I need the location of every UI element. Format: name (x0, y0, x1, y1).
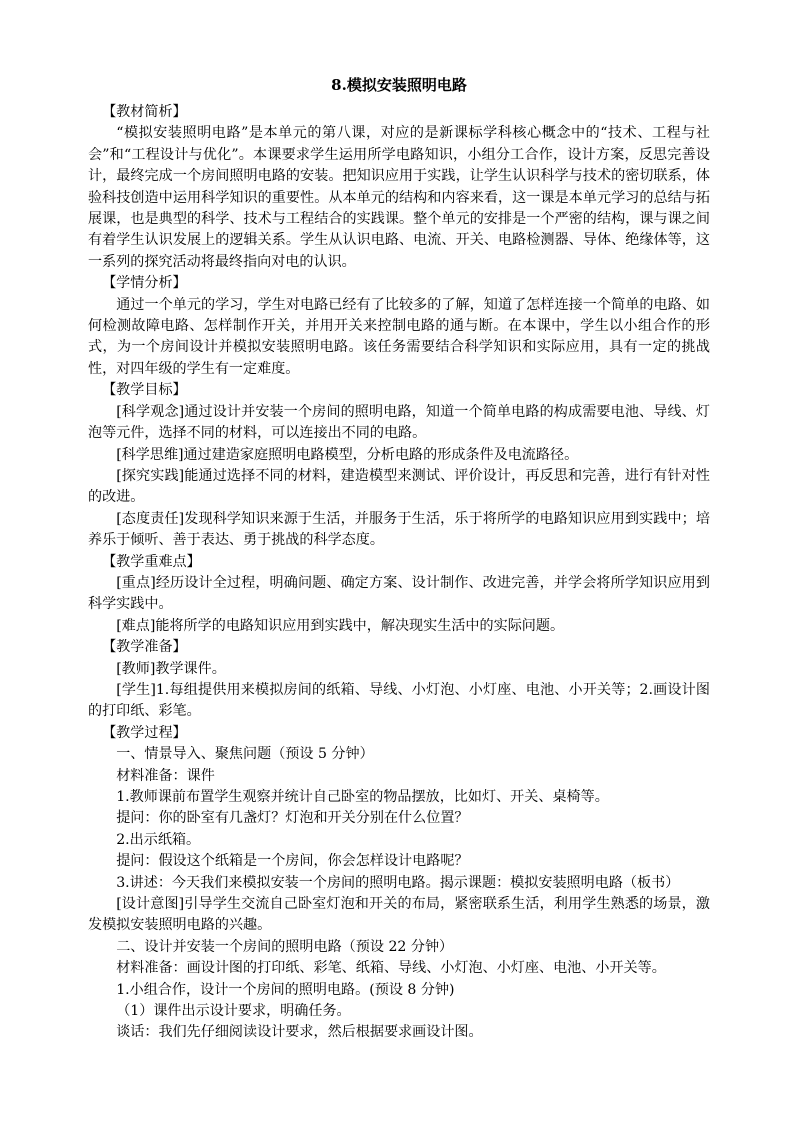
paragraph: 2.出示纸箱。 (116, 831, 201, 848)
paragraph: 通过一个单元的学习，学生对电路已经有了比较多的了解，知道了怎样连接一个简单的电路、如何检测故障电路、怎样制作开关，并用开关来控制电路的通与断。在本课中，学生以小组合作的形式，为一个房间设计并模拟安装照明电路。该任务需要结合科学知识和实际应用，具有一定的挑战性，对四年级的学生有一定难度。 (88, 296, 710, 377)
paragraph: 提问：你的卧室有几盏灯？灯泡和开关分别在什么位置？ (116, 810, 469, 827)
section-heading-teaching-goals: 【教学目标】 (102, 382, 187, 399)
paragraph: 提问：假设这个纸箱是一个房间，你会怎样设计电路呢？ (116, 853, 469, 870)
paragraph: 3.讲述：今天我们来模拟安装一个房间的照明电路。揭示课题：模拟安装照明电路（板书） (116, 874, 680, 891)
paragraph: 1.小组合作，设计一个房间的照明电路。(预设 8 分钟) (116, 981, 455, 998)
paragraph: [重点]经历设计全过程，明确问题、确定方案、设计制作、改进完善，并学会将所学知识应用到科学实践中。 (88, 574, 710, 613)
paragraph: 材料准备：课件 (116, 767, 215, 784)
paragraph: 材料准备：画设计图的打印纸、彩笔、纸箱、导线、小灯泡、小灯座、电池、小开关等。 (116, 960, 666, 977)
paragraph: 二、设计并安装一个房间的照明电路（预设 22 分钟） (116, 938, 454, 955)
paragraph: 1.教师课前布置学生观察并统计自己卧室的物品摆放，比如灯、开关、桌椅等。 (116, 789, 609, 805)
paragraph: （1）课件出示设计要求，明确任务。 (116, 1003, 351, 1020)
paragraph: 一、情景导入、聚焦问题（预设 5 分钟） (116, 746, 374, 763)
paragraph: [学生]1.每组提供用来模拟房间的纸箱、导线、小灯泡、小灯座、电池、小开关等；2.画设计图的打印纸、彩笔。 (88, 681, 710, 720)
document-page (88, 72, 710, 1044)
paragraph: [难点]能将所学的电路知识应用到实践中，解决现实生活中的实际问题。 (116, 617, 565, 634)
paragraph: [科学思维]通过建造家庭照明电路模型，分析电路的形成条件及电流路径。 (116, 446, 579, 463)
section-heading-teaching-process: 【教学过程】 (102, 724, 187, 741)
paragraph: 谈话：我们先仔细阅读设计要求，然后根据要求画设计图。 (116, 1024, 483, 1041)
section-heading-student-analysis: 【学情分析】 (102, 275, 187, 292)
paragraph: [设计意图]引导学生交流自己卧室灯泡和开关的布局，紧密联系生活，利用学生熟悉的场景，激发模拟安装照明电路的兴趣。 (88, 896, 710, 934)
section-heading-key-points: 【教学重难点】 (102, 553, 201, 570)
section-heading-textbook-analysis: 【教材简析】 (102, 104, 187, 120)
paragraph: [态度责任]发现科学知识来源于生活，并服务于生活，乐于将所学的电路知识应用到实践中；培养乐于倾听、善于表达、勇于挑战的科学态度。 (88, 510, 710, 549)
document-title: 8.模拟安装照明电路 (331, 76, 467, 94)
paragraph: [探究实践]能通过选择不同的材料，建造模型来测试、评价设计，再反思和完善，进行有针对性的改进。 (88, 467, 710, 506)
paragraph: [教师]教学课件。 (116, 660, 226, 677)
paragraph: “模拟安装照明电路”是本单元的第八课，对应的是新课标学科核心概念中的“技术、工程与社会”和“工程设计与优化”。本课要求学生运用所学电路知识，小组分工合作，设计方案，反思完善设计，最终完成一个房间照明电路的安装。把知识应用于实践，让学生认识科学与技术的密切联系，体验科技创造中运用科学知识的重要性。从本单元的结构和内容来看，这一课是本单元学习的总结与拓展课，也是典型的科学、技术与工程结合的实践课。整个单元的安排是一个严密的结构，课与课之间有着学生认识发展上的逻辑关系。学生从认识电路、电流、开关、电路检测器、导体、绝缘体等，这一系列的探究活动将最终指向对电的认识。 (88, 125, 710, 270)
paragraph: [科学观念]通过设计并安装一个房间的照明电路，知道一个简单电路的构成需要电池、导线、灯泡等元件，选择不同的材料，可以连接出不同的电路。 (88, 403, 710, 442)
section-heading-preparation: 【教学准备】 (102, 639, 187, 656)
